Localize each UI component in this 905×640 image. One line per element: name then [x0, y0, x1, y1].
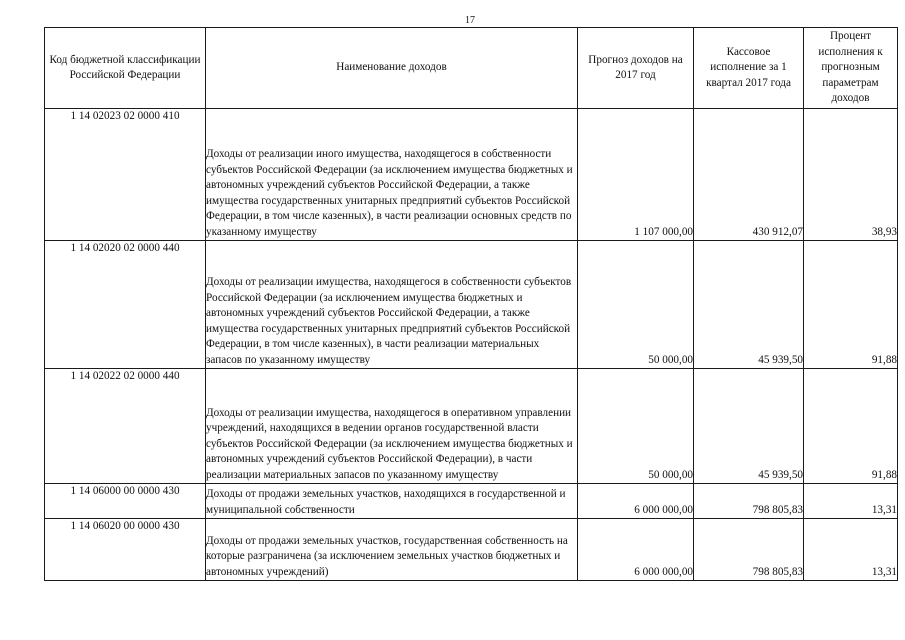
row-code: 1 14 02020 02 0000 440: [45, 241, 206, 369]
row-code: 1 14 06000 00 0000 430: [45, 484, 206, 519]
header-percent: Процент исполнения к прогнозным параметрам доходов: [804, 28, 898, 109]
row-forecast: 6 000 000,00: [578, 484, 694, 519]
row-code: 1 14 06020 00 0000 430: [45, 519, 206, 581]
row-forecast: 6 000 000,00: [578, 519, 694, 581]
table-header-row: [45, 28, 898, 109]
table-row: [45, 241, 898, 369]
row-percent: 13,31: [804, 484, 898, 519]
row-forecast: 50 000,00: [578, 369, 694, 484]
row-cash: 45 939,50: [694, 369, 804, 484]
row-forecast: 1 107 000,00: [578, 109, 694, 241]
row-name: Доходы от продажи земельных участков, находящихся в государственной и муниципальной собственности: [206, 484, 578, 519]
table-row: [45, 109, 898, 241]
table-row: [45, 484, 898, 519]
table-row: [45, 519, 898, 581]
header-forecast: Прогноз доходов на 2017 год: [578, 28, 694, 109]
row-cash: 798 805,83: [694, 484, 804, 519]
header-name: Наименование доходов: [206, 28, 578, 109]
row-cash: 798 805,83: [694, 519, 804, 581]
row-name: Доходы от реализации иного имущества, находящегося в собственности субъектов Российской Федерации (за исключением имущества бюджетных и автономных учреждений субъектов Российской Федерации, а также имущества государственных унитарных предприятий субъектов Российской Федерации, в том числе казенных), в части реализации основных средств по указанному имуществу: [206, 109, 578, 241]
row-cash: 45 939,50: [694, 241, 804, 369]
row-cash: 430 912,07: [694, 109, 804, 241]
row-forecast: 50 000,00: [578, 241, 694, 369]
row-name: Доходы от реализации имущества, находящегося в собственности субъектов Российской Федерации (за исключением имущества бюджетных и автономных учреждений субъектов Российской Федерации, а также имущества государственных унитарных предприятий субъектов Российской Федерации, в том числе казенных), в части реализации материальных запасов по указанному имуществу: [206, 241, 578, 369]
row-percent: 91,88: [804, 241, 898, 369]
header-code: Код бюджетной классификации Российской Федерации: [45, 28, 206, 109]
header-cash: Кассовое исполнение за 1 квартал 2017 года: [694, 28, 804, 109]
row-name: Доходы от продажи земельных участков, государственная собственность на которые разграничена (за исключением земельных участков бюджетных и автономных учреждений): [206, 519, 578, 581]
row-percent: 13,31: [804, 519, 898, 581]
page-number: 17: [465, 15, 475, 26]
row-code: 1 14 02023 02 0000 410: [45, 109, 206, 241]
table-row: [45, 369, 898, 484]
row-code: 1 14 02022 02 0000 440: [45, 369, 206, 484]
row-percent: 38,93: [804, 109, 898, 241]
row-percent: 91,88: [804, 369, 898, 484]
revenue-table: [44, 27, 898, 581]
row-name: Доходы от реализации имущества, находящегося в оперативном управлении учреждений, находящихся в ведении органов государственной власти субъектов Российской Федерации (за исключением имущества бюджетных и автономных учреждений субъектов Российской Федерации), в части реализации материальных запасов по указанному имуществу: [206, 369, 578, 484]
